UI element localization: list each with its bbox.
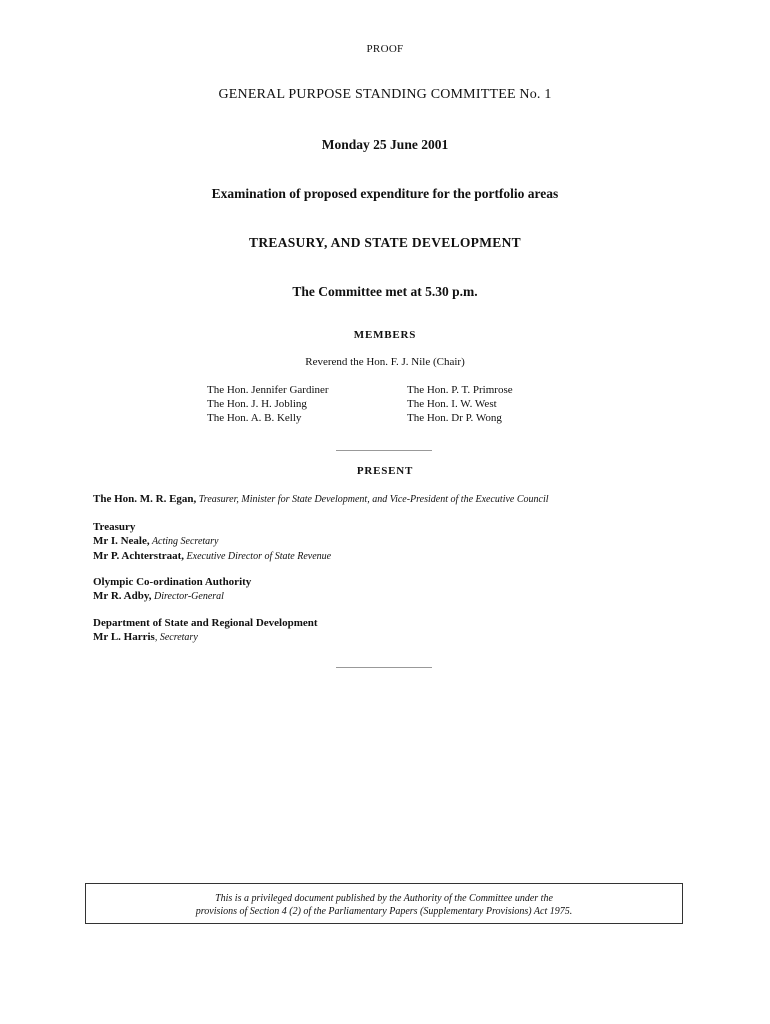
privilege-notice [85,883,683,924]
minister-entry [93,492,693,507]
org-group-olympic [93,575,693,604]
member-name: The Hon. A. B. Kelly [207,412,302,424]
meeting-time: The Committee met at 5.30 p.m. [292,284,478,299]
org-name: Treasury [93,521,136,533]
committee-title: GENERAL PURPOSE STANDING COMMITTEE No. 1 [218,87,552,102]
member-name: The Hon. J. H. Jobling [207,398,307,410]
witness-entry [93,534,693,549]
org-name: Olympic Co-ordination Authority [93,576,252,588]
witness-entry [93,549,693,564]
witness-title: Director-General [151,591,224,602]
witness-name: Mr L. Harris [93,631,155,643]
org-group-state-development [93,616,693,645]
witness-title: Acting Secretary [149,536,219,547]
witness-entry [93,630,693,645]
proof-label: PROOF [366,43,404,55]
member-name: The Hon. P. T. Primrose [407,384,513,396]
member-name: The Hon. Dr P. Wong [407,412,502,424]
privilege-notice-line: provisions of Section 4 (2) of the Parliamentary Papers (Supplementary Provisions) Act 1975. [195,906,573,917]
portfolio-heading: TREASURY, AND STATE DEVELOPMENT [249,235,521,250]
privilege-notice-line: This is a privileged document published by the Authority of the Committee under the [215,893,553,904]
members-heading: MEMBERS [353,329,417,341]
witness-name: Mr P. Achterstraat, [93,550,185,562]
chair-name: Reverend the Hon. F. J. Nile (Chair) [305,356,465,368]
section-divider [336,450,432,451]
meeting-date: Monday 25 June 2001 [321,137,449,152]
witness-entry [93,589,693,604]
org-name: Department of State and Regional Development [93,617,318,629]
minister-title: Treasurer, Minister for State Development, and Vice-President of the Executive Council [196,494,549,505]
witness-name: Mr R. Adby, [93,590,152,602]
witness-title: Executive Director of State Revenue [184,551,332,562]
section-divider [336,667,432,668]
examination-heading: Examination of proposed expenditure for the portfolio areas [211,186,559,201]
witness-title: , Secretary [154,632,198,643]
org-group-treasury [93,520,693,564]
members-column-right [407,383,513,425]
members-column-left [207,383,329,425]
member-name: The Hon. I. W. West [407,398,497,410]
minister-name: The Hon. M. R. Egan, [93,493,197,505]
member-name: The Hon. Jennifer Gardiner [207,384,329,396]
present-heading: PRESENT [356,465,414,477]
witness-name: Mr I. Neale, [93,535,150,547]
